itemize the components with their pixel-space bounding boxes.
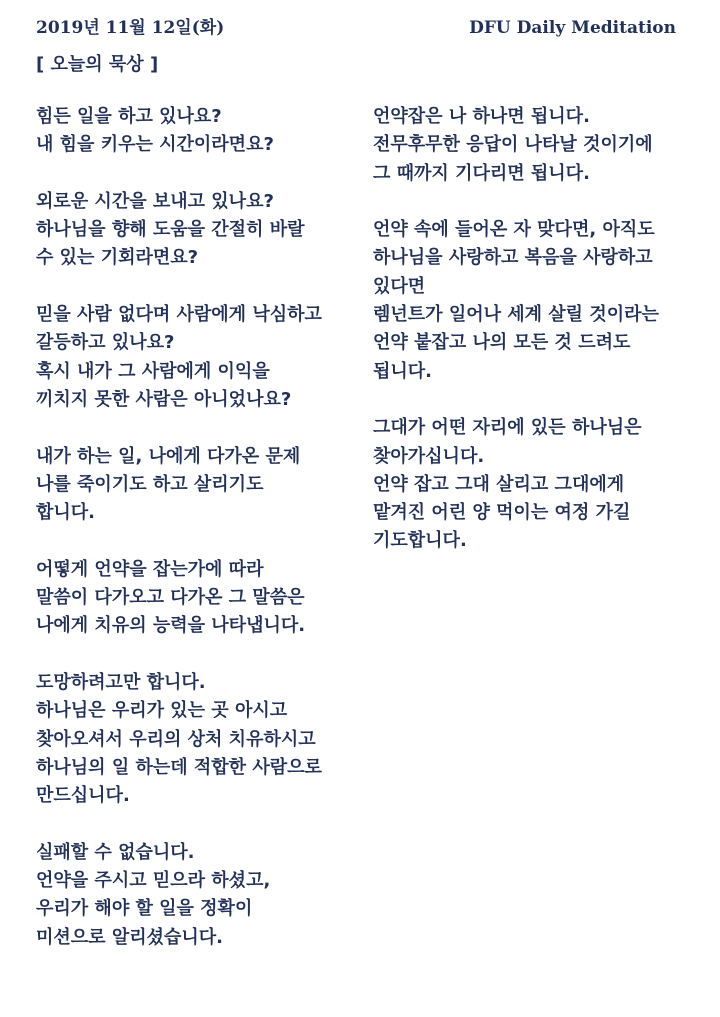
stanza <box>36 839 356 952</box>
text-line: 미션으로 알리셨습니다. <box>36 926 223 948</box>
text-line: 렘넌트가 일어나 세계 살릴 것이라는 <box>373 304 659 326</box>
text-line: 믿을 사람 없다며 사람에게 낙심하고 <box>36 304 322 326</box>
text-line: 혹시 내가 그 사람에게 이익을 <box>36 360 270 382</box>
text-line: 언약 속에 들어온 자 맞다면, 아직도 <box>373 219 655 241</box>
stanza <box>36 669 356 810</box>
stanza <box>36 556 356 641</box>
stanza <box>373 414 703 555</box>
text-line: 나에게 치유의 능력을 나타냅니다. <box>36 615 306 637</box>
text-line: 전무후무한 응답이 나타날 것이기에 <box>373 134 653 156</box>
text-line: 하나님을 사랑하고 복음을 사랑하고 <box>373 247 653 269</box>
text-line: 도망하려고만 합니다. <box>36 671 206 693</box>
text-line: 합니다. <box>36 502 96 524</box>
text-line: 언약잡은 나 하나면 됩니다. <box>373 106 590 127</box>
date-header: 2019년 11월 12일(화) <box>36 18 225 38</box>
text-line: 나를 죽이기도 하고 살리기도 <box>36 473 264 495</box>
text-line: 힘든 일을 하고 있나요? <box>36 106 222 127</box>
stanza <box>36 301 356 414</box>
left-column <box>36 103 356 980</box>
text-line: 말씀이 다가오고 다가온 그 말씀은 <box>36 587 305 609</box>
right-column <box>373 103 703 584</box>
text-line: 찾아오셔서 우리의 상처 치유하시고 <box>36 728 316 750</box>
stanza <box>36 188 356 273</box>
stanza <box>373 216 703 386</box>
text-line: 됩니다. <box>373 360 433 382</box>
text-line: 갈등하고 있나요? <box>36 332 175 354</box>
text-line: 있다면 <box>373 275 426 297</box>
stanza <box>36 443 356 528</box>
text-line: 내 힘을 키우는 시간이라면요? <box>36 134 274 156</box>
text-line: 외로운 시간을 보내고 있나요? <box>36 190 274 212</box>
text-line: 기도합니다. <box>373 530 467 552</box>
text-line: 언약 붙잡고 나의 모든 것 드려도 <box>373 332 631 354</box>
text-line: 하나님의 일 하는데 적합한 사람으로 <box>36 756 322 778</box>
text-line: 맡겨진 어린 양 먹이는 여정 가길 <box>373 502 631 524</box>
brand-header: DFU Daily Meditation <box>469 18 676 38</box>
text-line: 수 있는 기회라면요? <box>36 247 199 269</box>
text-line: 하나님을 향해 도움을 간절히 바랄 <box>36 219 305 241</box>
text-line: 언약 잡고 그대 살리고 그대에게 <box>373 473 625 495</box>
text-line: 내가 하는 일, 나에게 다가온 문제 <box>36 445 301 467</box>
text-line: 찾아가십니다. <box>373 445 485 467</box>
text-line: 언약을 주시고 믿으라 하셨고, <box>36 870 271 892</box>
section-title: [ 오늘의 묵상 ] <box>36 54 159 75</box>
text-line: 그대가 어떤 자리에 있든 하나님은 <box>373 417 642 439</box>
stanza <box>36 103 356 160</box>
text-line: 끼치지 못한 사람은 아니었나요? <box>36 388 292 410</box>
text-line: 어떻게 언약을 잡는가에 따라 <box>36 558 264 580</box>
text-line: 우리가 해야 할 일을 정확이 <box>36 898 253 920</box>
text-line: 그 때까지 기다리면 됩니다. <box>373 162 590 184</box>
text-line: 실패할 수 없습니다. <box>36 841 195 863</box>
text-line: 만드십니다. <box>36 785 130 807</box>
stanza <box>373 103 703 188</box>
text-line: 하나님은 우리가 있는 곳 아시고 <box>36 700 288 722</box>
